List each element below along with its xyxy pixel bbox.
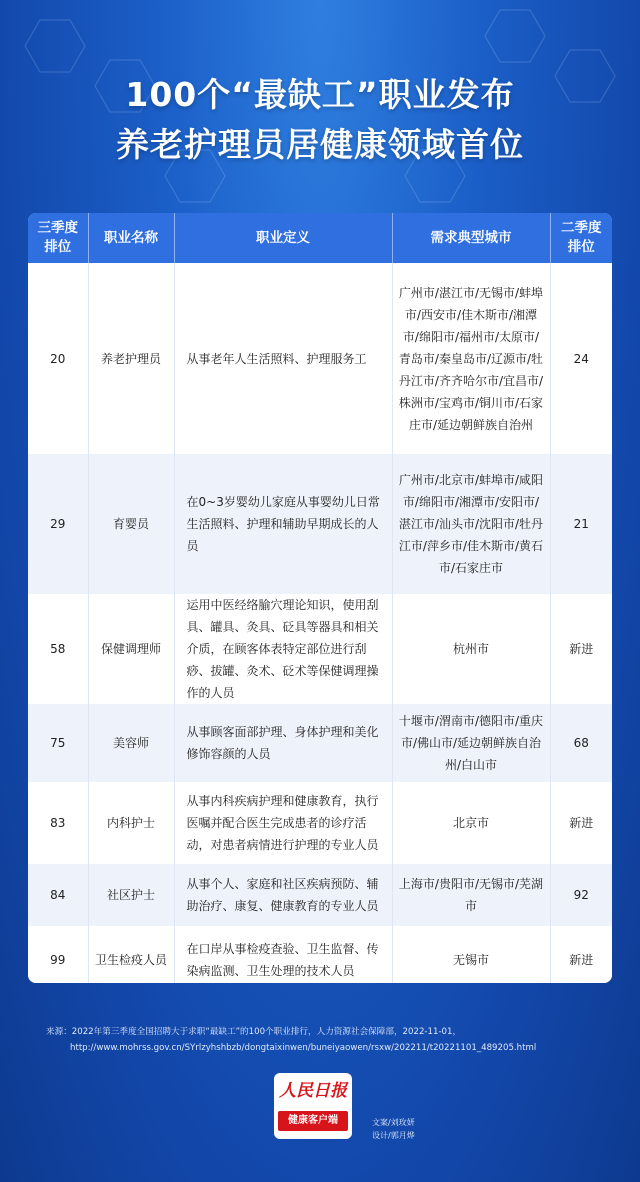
table-row [28,263,612,454]
cell-q2-rank: 新进 [550,782,612,864]
cell-q2-rank: 92 [550,864,612,926]
table-row [28,704,612,782]
cell-q3-rank: 83 [28,782,88,864]
table-row [28,864,612,926]
cell-definition: 在口岸从事检疫查验、卫生监督、传染病监测、卫生处理的技术人员 [174,926,392,983]
table-row [28,782,612,864]
cell-name: 内科护士 [88,782,174,864]
cell-q3-rank: 29 [28,454,88,594]
source-line-1: 来源：2022年第三季度全国招聘大于求职“最缺工”的100个职业排行，人力资源社会保障部，2022-11-01， [46,1027,462,1037]
header-name: 职业名称 [88,213,174,263]
header-cities: 需求典型城市 [392,213,550,263]
table-row [28,454,612,594]
credit-text: 文案/刘玫妍 [372,1118,415,1127]
cell-name: 卫生检疫人员 [88,926,174,983]
table-row [28,926,612,983]
cell-q2-rank: 68 [550,704,612,782]
occupation-table [28,213,612,983]
cell-name: 养老护理员 [88,263,174,454]
title-line-2: 养老护理员居健康领域首位 [116,125,524,164]
page-title [0,70,640,170]
cell-definition: 从事内科疾病护理和健康教育，执行医嘱并配合医生完成患者的诊疗活动，对患者病情进行护理的专业人员 [174,782,392,864]
cell-cities: 北京市 [392,782,550,864]
cell-cities: 广州市/北京市/蚌埠市/咸阳市/绵阳市/湘潭市/安阳市/湛江市/汕头市/沈阳市/牡丹江市/萍乡市/佳木斯市/黄石市/石家庄市 [392,454,550,594]
people-daily-health-logo [274,1073,352,1139]
source-url[interactable]: http://www.mohrss.gov.cn/SYrlzyhshbzb/dongtaixinwen/buneiyaowen/rsxw/202211/t20221101_489205.html [70,1043,537,1053]
cell-definition: 从事个人、家庭和社区疾病预防、辅助治疗、康复、健康教育的专业人员 [174,864,392,926]
credit-design: 设计/郭月烨 [372,1131,415,1140]
cell-name: 社区护士 [88,864,174,926]
cell-cities: 无锡市 [392,926,550,983]
table-header-row [28,213,612,263]
cell-definition: 运用中医经络腧穴理论知识，使用刮具、罐具、灸具、砭具等器具和相关介质，在顾客体表特定部位进行刮痧、拔罐、灸术、砭术等保健调理操作的人员 [174,594,392,704]
cell-q3-rank: 99 [28,926,88,983]
cell-q2-rank: 24 [550,263,612,454]
credits [372,1116,415,1142]
occupation-table-card [28,213,612,983]
cell-q3-rank: 84 [28,864,88,926]
cell-name: 育婴员 [88,454,174,594]
header-q3-rank: 三季度排位 [28,213,88,263]
cell-q3-rank: 58 [28,594,88,704]
cell-cities: 十堰市/渭南市/德阳市/重庆市/佛山市/延边朝鲜族自治州/白山市 [392,704,550,782]
logo-main-text: 人民日报 [279,1081,347,1101]
table-row [28,594,612,704]
cell-cities: 广州市/湛江市/无锡市/蚌埠市/西安市/佳木斯市/湘潭市/绵阳市/福州市/太原市/青岛市/秦皇岛市/辽源市/牡丹江市/齐齐哈尔市/宜昌市/株洲市/宝鸡市/铜川市/石家庄市/延边朝鲜族自治州 [392,263,550,454]
cell-definition: 在0~3岁婴幼儿家庭从事婴幼儿日常生活照料、护理和辅助早期成长的人员 [174,454,392,594]
source-note [46,1024,606,1056]
cell-definition: 从事顾客面部护理、身体护理和美化修饰容颜的人员 [174,704,392,782]
title-line-1: 100个“最缺工”职业发布 [125,75,515,114]
cell-q3-rank: 20 [28,263,88,454]
cell-name: 保健调理师 [88,594,174,704]
cell-q3-rank: 75 [28,704,88,782]
cell-q2-rank: 新进 [550,594,612,704]
cell-cities: 杭州市 [392,594,550,704]
cell-definition: 从事老年人生活照料、护理服务工 [174,263,392,454]
header-q2-rank: 二季度排位 [550,213,612,263]
cell-q2-rank: 新进 [550,926,612,983]
logo-sub-text: 健康客户端 [278,1111,348,1131]
cell-q2-rank: 21 [550,454,612,594]
cell-name: 美容师 [88,704,174,782]
cell-cities: 上海市/贵阳市/无锡市/芜湖市 [392,864,550,926]
header-definition: 职业定义 [174,213,392,263]
